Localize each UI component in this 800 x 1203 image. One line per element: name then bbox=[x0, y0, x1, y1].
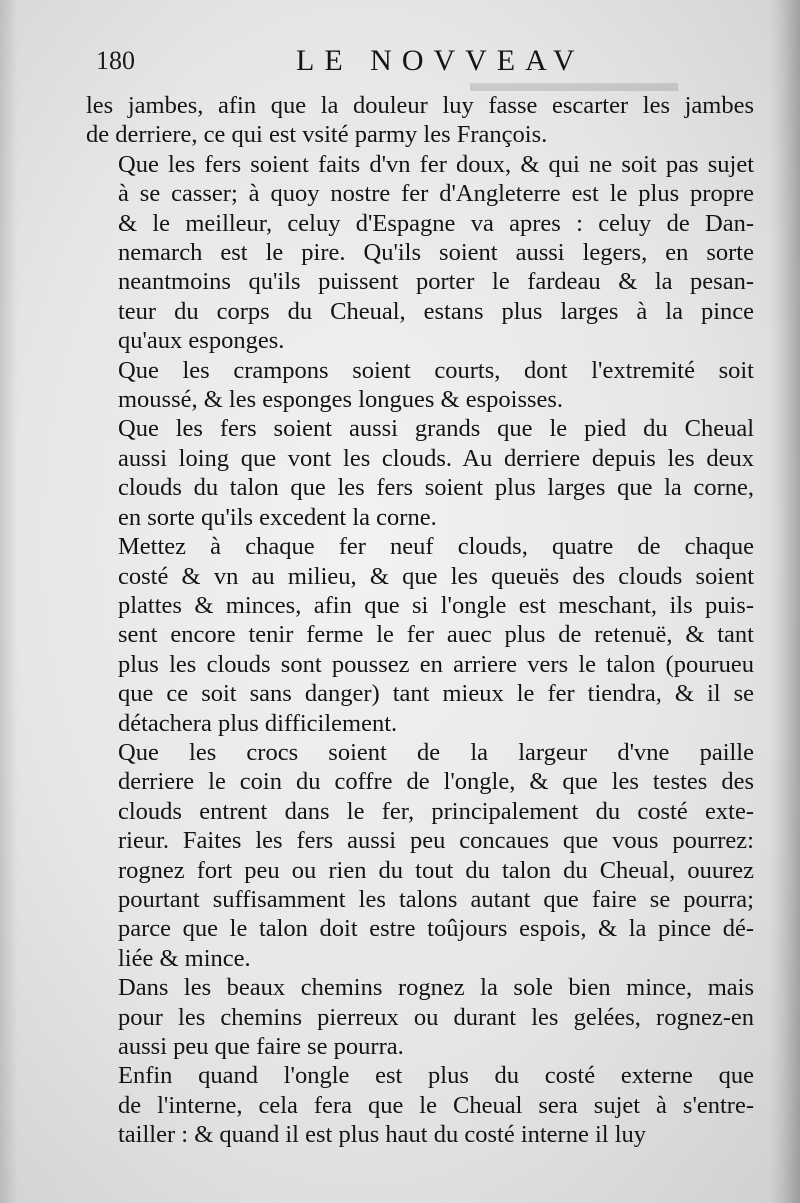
text-line: les jambes, afin que la douleur luy fasse escarter les jambes bbox=[86, 92, 754, 119]
text-line: Que les fers soient faits d'vn fer doux, & qui ne soit pas sujet bbox=[118, 150, 754, 178]
text-line: pourtant suffisamment les talons autant que faire se pourra; bbox=[118, 885, 754, 913]
text-line: plattes & minces, afin que si l'ongle est meschant, ils puis- bbox=[118, 591, 754, 619]
text-line: & le meilleur, celuy d'Espagne va apres : celuy de Dan- bbox=[118, 209, 754, 237]
text-line: aussi loing que vont les clouds. Au derriere depuis les deux bbox=[118, 444, 754, 472]
show-through-shadow: ▬▬▬▬▬▬▬▬ bbox=[470, 68, 678, 97]
text-line: détachera plus difficilement. bbox=[118, 709, 398, 737]
page-edge-shadow bbox=[770, 0, 800, 1203]
text-line: Que les crocs soient de la largeur d'vne paille bbox=[118, 738, 754, 766]
paragraph bbox=[86, 532, 754, 738]
text-line: moussé, & les esponges longues & espoisses. bbox=[118, 386, 564, 414]
paragraph bbox=[86, 356, 754, 415]
text-line: tailler : & quand il est plus haut du costé interne il luy bbox=[118, 1121, 647, 1149]
text-line: derriere le coin du coffre de l'ongle, & que les testes des bbox=[118, 768, 754, 796]
paragraph bbox=[86, 1061, 754, 1149]
paragraph bbox=[86, 150, 754, 356]
text-line: teur du corps du Cheual, estans plus larges à la pince bbox=[118, 297, 754, 325]
running-head: LE NOVVEAV bbox=[296, 44, 585, 77]
text-line: rognez fort peu ou rien du tout du talon du Cheual, ouurez bbox=[118, 856, 754, 884]
text-line: costé & vn au milieu, & que les queuës des clouds soient bbox=[118, 562, 754, 590]
text-line: qu'aux esponges. bbox=[118, 327, 285, 355]
text-line: en sorte qu'ils excedent la corne. bbox=[118, 503, 437, 531]
text-line: de l'interne, cela fera que le Cheual sera sujet à s'entre- bbox=[118, 1091, 754, 1119]
paragraph bbox=[86, 738, 754, 973]
text-line: Enfin quand l'ongle est plus du costé externe que bbox=[118, 1062, 754, 1090]
text-line: à se casser; à quoy nostre fer d'Angleterre est le plus propre bbox=[118, 180, 754, 208]
paragraph bbox=[86, 91, 754, 150]
text-line: parce que le talon doit estre toûjours espois, & la pince dé- bbox=[118, 915, 754, 943]
text-line: neantmoins qu'ils puissent porter le fardeau & la pesan- bbox=[118, 268, 754, 296]
text-line: plus les clouds sont poussez en arriere vers le talon (pourueu bbox=[118, 650, 754, 678]
page-number: 180 bbox=[96, 46, 135, 75]
text-line: clouds du talon que les fers soient plus larges que la corne, bbox=[118, 474, 754, 502]
paragraph bbox=[86, 414, 754, 532]
text-line: que ce soit sans danger) tant mieux le fer tiendra, & il se bbox=[118, 680, 754, 708]
text-line: sent encore tenir ferme le fer auec plus de retenuë, & tant bbox=[118, 621, 754, 649]
text-line: clouds entrent dans le fer, principalement du costé exte- bbox=[118, 797, 754, 825]
page-gutter-shadow bbox=[0, 0, 18, 1203]
text-line: nemarch est le pire. Qu'ils soient aussi legers, en sorte bbox=[118, 239, 754, 267]
text-line: aussi peu que faire se pourra. bbox=[118, 1033, 404, 1060]
text-line: rieur. Faites les fers aussi peu concaues que vous pourrez: bbox=[118, 827, 754, 855]
text-line: Mettez à chaque fer neuf clouds, quatre de chaque bbox=[118, 533, 754, 561]
text-line: pour les chemins pierreux ou durant les gelées, rognez-en bbox=[118, 1003, 754, 1031]
text-line: Que les crampons soient courts, dont l'extremité soit bbox=[118, 356, 754, 384]
text-line: liée & mince. bbox=[118, 944, 251, 972]
text-line: Que les fers soient aussi grands que le pied du Cheual bbox=[118, 415, 754, 443]
page-header bbox=[96, 44, 756, 84]
text-line: Dans les beaux chemins rognez la sole bien mince, mais bbox=[118, 974, 754, 1002]
body-text bbox=[86, 91, 754, 1150]
text-line: de derriere, ce qui est vsité parmy les François. bbox=[86, 121, 548, 149]
paragraph bbox=[86, 973, 754, 1061]
